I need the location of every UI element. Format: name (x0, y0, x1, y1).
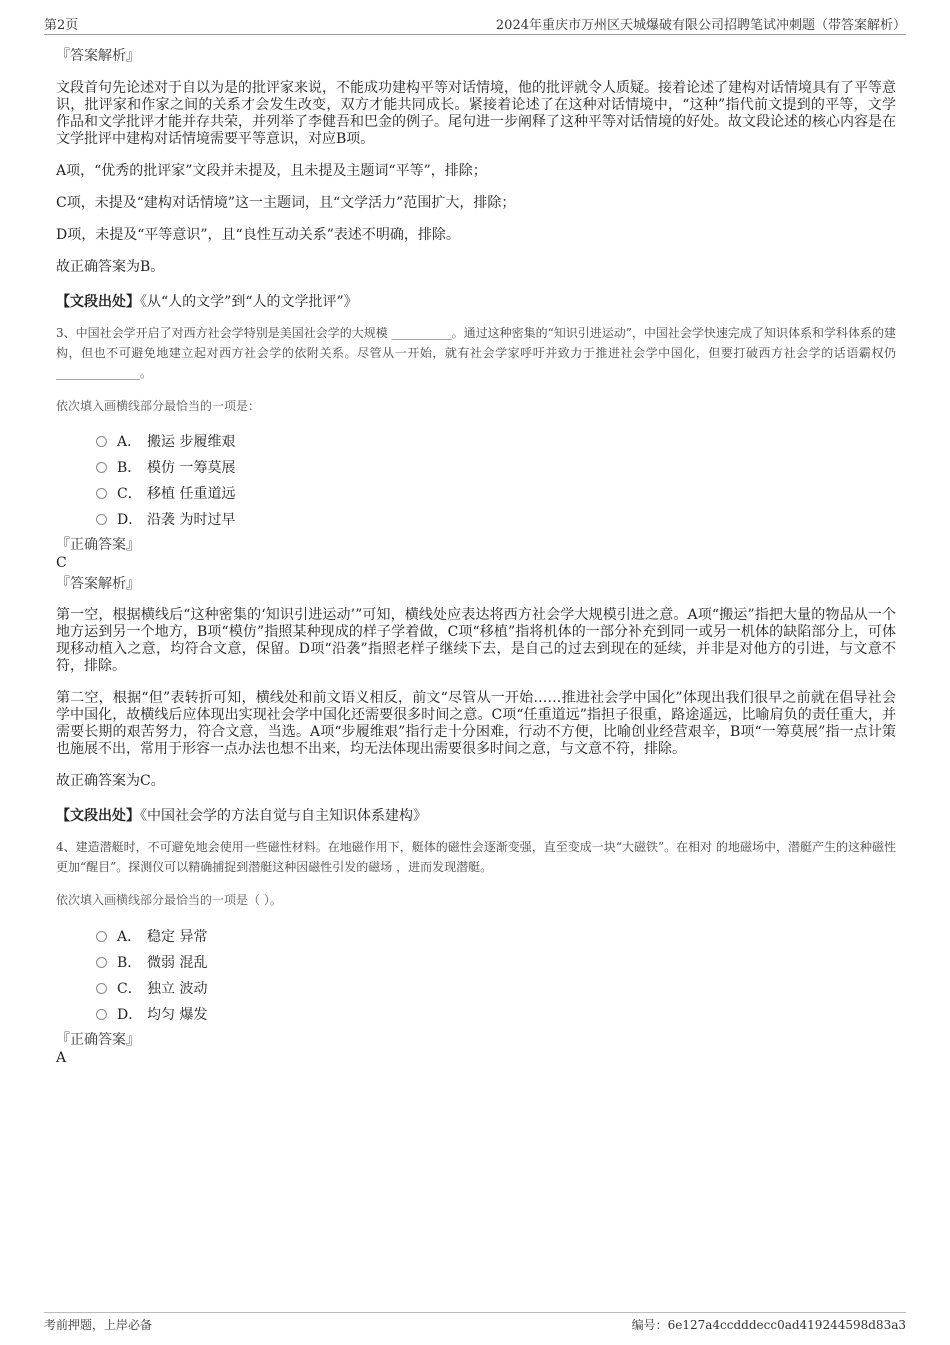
passage-source (56, 291, 896, 311)
radio-icon[interactable] (96, 514, 107, 525)
source-title: 《中国社会学的方法自觉与自主知识体系建构》 (140, 808, 427, 824)
option-c[interactable]: C． 独立 波动 (96, 976, 896, 1002)
radio-icon[interactable] (96, 436, 107, 447)
radio-icon[interactable] (96, 983, 107, 994)
option-c[interactable]: C． 移植 任重道远 (96, 481, 896, 507)
radio-icon[interactable] (96, 488, 107, 499)
page-number: 第2页 (44, 18, 79, 33)
footer-slogan: 考前押题，上岸必备 (44, 1318, 153, 1332)
analysis-note-c: C项，未提及“建构对话情境”这一主题词，且“文学活力”范围扩大，排除； (56, 195, 516, 211)
question-instruction: 依次填入画横线部分最恰当的一项是： (56, 399, 261, 413)
document-id: 编号：6e127a4ccdddecc0ad419244598d83a3 (631, 1318, 906, 1332)
analysis-conclusion: 故正确答案为B。 (56, 259, 165, 275)
page-header (44, 12, 906, 35)
source-mark: 【文段出处】 (56, 294, 140, 310)
option-b[interactable]: B． 微弱 混乱 (96, 950, 896, 976)
page-content (56, 46, 896, 1066)
passage-source (56, 805, 896, 825)
question-stem: 4、建造潜艇时，不可避免地会使用一些磁性材料。在地磁作用下，艇体的磁性会逐渐变强，直至变成一块“大磁铁”。在相对 的地磁场中，潜艇产生的这种磁性更加“醒目”。探测仪可以精确捕捉到潜艇这种因磁性引发的磁场 ，进而发现潜艇。 (56, 840, 896, 874)
radio-icon[interactable] (96, 462, 107, 473)
option-list (56, 924, 896, 1028)
analysis-label: 『答案解析』 (56, 576, 140, 592)
radio-icon[interactable] (96, 957, 107, 968)
correct-answer: A (56, 1050, 67, 1066)
radio-icon[interactable] (96, 931, 107, 942)
analysis-paragraph-2: 第二空，根据“但”表转折可知，横线处和前文语义相反，前文“尽管从一开始……推进社会学中国化”体现出我们很早之前就在倡导社会学中国化，故横线后应体现出实现社会学中国化还需要很多时间之意。C项“任重道远”指担子很重，路途遥远，比喻肩负的责任重大，并需要长期的艰苦努力，符合文意，当选。A项“步履维艰”指行走十分困难，行动不方便，比喻创业经营艰辛，B项“一筹莫展”指一点计策也施展不出，常用于形容一点办法也想不出来，均无法体现出需要很多时间之意，与文意不符，排除。 (56, 690, 896, 757)
analysis-paragraph: 文段首句先论述对于自以为是的批评家来说，不能成功建构平等对话情境，他的批评就令人质疑。接着论述了建构对话情境具有了平等意识，批评家和作家之间的关系才会发生改变，双方才能共同成长。紧接着论述了在这种对话情境中，“这种”指代前文提到的平等，文学作品和文学批评才能并存共荣，并列举了李健吾和巴金的例子。尾句进一步阐释了这种平等对话情境的好处。故文段论述的核心内容是在文学批评中建构对话情境需要平等意识，对应B项。 (56, 80, 896, 147)
source-mark: 【文段出处】 (56, 808, 140, 824)
analysis-paragraph-1: 第一空，根据横线后“这种密集的‘知识引进运动’”可知，横线处应表达将西方社会学大规模引进之意。A项“搬运”指把大量的物品从一个地方运到另一个地方，B项“模仿”指照某种现成的样子学着做，C项“移植”指将机体的一部分补充到同一或另一机体的缺陷部分上，可体现移动植入之意，均符合文意，保留。D项“沿袭”指照老样子继续下去，是自己的过去到现在的延续，并非是对他方的引进，与文意不符，排除。 (56, 607, 896, 674)
correct-answer-label: 『正确答案』 (56, 537, 140, 553)
option-a[interactable]: A． 搬运 步履维艰 (96, 429, 896, 455)
question-stem: 3、中国社会学开启了对西方社会学特别是美国社会学的大规模 __________。通过这种密集的“知识引进运动”，中国社会学快速完成了知识体系和学科体系的建构，但也不可避免地建立起对西方社会学的依附关系。尽管从一开始，就有社会学家呼吁并致力于推进社会学中国化，但要打破西方社会学的话语霸权仍 ______________。 (56, 326, 896, 380)
radio-icon[interactable] (96, 1009, 107, 1020)
option-b[interactable]: B． 模仿 一筹莫展 (96, 455, 896, 481)
document-title: 2024年重庆市万州区天城爆破有限公司招聘笔试冲刺题（带答案解析） (495, 18, 906, 33)
option-d[interactable]: D． 沿袭 为时过早 (96, 507, 896, 533)
option-list (56, 429, 896, 533)
analysis-conclusion: 故正确答案为C。 (56, 773, 165, 789)
page-footer (44, 1312, 906, 1333)
analysis-label: 『答案解析』 (56, 48, 140, 64)
question-instruction: 依次填入画横线部分最恰当的一项是（ ）。 (56, 893, 282, 907)
source-title: 《从“人的文学”到“人的文学批评”》 (140, 294, 358, 310)
correct-answer-label: 『正确答案』 (56, 1032, 140, 1048)
option-a[interactable]: A． 稳定 异常 (96, 924, 896, 950)
correct-answer: C (56, 555, 67, 571)
analysis-note-a: A项，“优秀的批评家”文段并未提及，且未提及主题词“平等”，排除； (56, 163, 487, 179)
option-d[interactable]: D． 均匀 爆发 (96, 1002, 896, 1028)
analysis-note-d: D项，未提及“平等意识”，且“良性互动关系”表述不明确，排除。 (56, 227, 460, 243)
